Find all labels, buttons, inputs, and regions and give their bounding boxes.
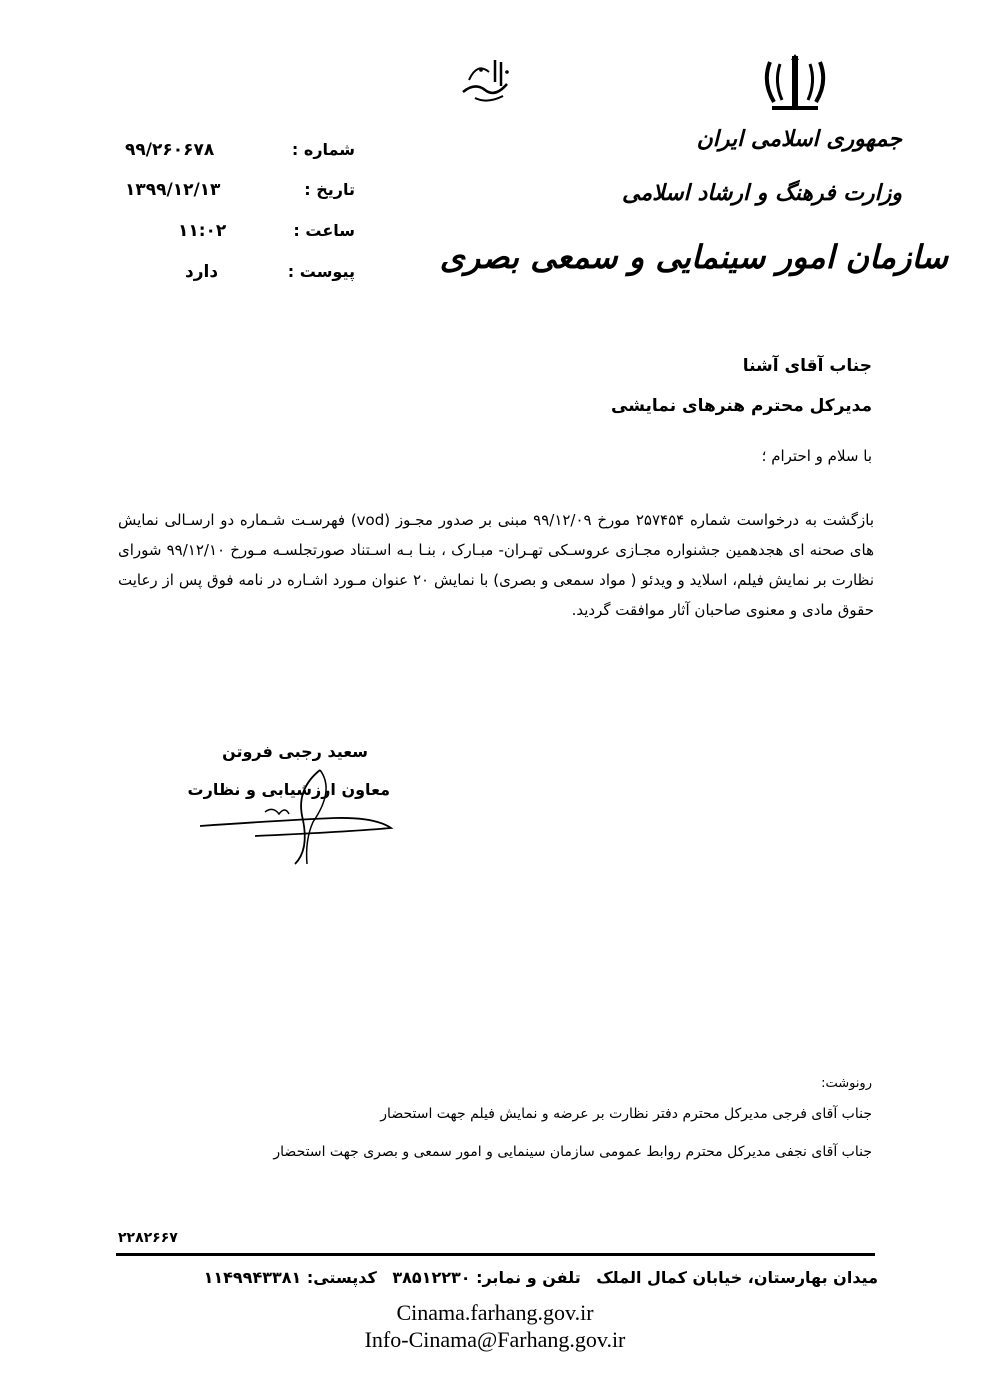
letter-body: بازگشت به درخواست شماره ۲۵۷۴۵۴ مورخ ۹۹/۱۲/۰۹ مبنی بر صدور مجـوز (vod) فهرسـت شـماره دو ارسـالی نمایش های صحنه ای هجدهمین جشنواره مجـازی عروسـکی تهـران- مبـارک ، بنـا بـه اسـتناد صورتجلسـه مـورخ ۹۹/۱۲/۱۰ شورای نظارت بر نمایش فیلم، اسلاید و ویدئو ( مواد سمعی و بصری) با نمایش ۲۰ عنوان مـورد اشـاره در نامه فوق پس از رعایت حقوق مادی و معنوی صاحبان آثار موافقت گردید. (118, 511, 875, 619)
footer-email[interactable]: Info-Cinama@Farhang.gov.ir (364, 1327, 626, 1352)
recipient-title: مدیرکل محترم هنرهای نمایشی (611, 396, 872, 416)
footer-divider (116, 1253, 875, 1256)
footer-phone-value: ۳۸۵۱۲۲۳۰ (392, 1268, 471, 1287)
org-line-country: جمهوری اسلامی ایران (696, 126, 902, 152)
org-line-ministry: وزارت فرهنگ و ارشاد اسلامی (621, 180, 902, 206)
footer-phone-label: تلفن و نمابر: (476, 1268, 581, 1287)
meta-number-value: ۹۹/۲۶۰۶۷۸ (125, 140, 215, 160)
meta-time-label: ساعت : (293, 221, 355, 240)
footer-postal-label: کدپستی: (306, 1268, 377, 1287)
footer-postal-value: ۱۱۴۹۹۴۳۳۸۱ (203, 1268, 302, 1287)
cc-label: رونوشت: (821, 1076, 872, 1091)
meta-attachment-value: دارد (185, 262, 219, 282)
invocation-calligraphy (455, 52, 517, 107)
handwritten-signature (195, 760, 395, 870)
footer-contact-line (118, 1268, 878, 1287)
footer-website[interactable]: Cinama.farhang.gov.ir (396, 1300, 594, 1325)
meta-time-value: ۱۱:۰۲ (178, 221, 227, 241)
org-line-organization: سازمان امور سینمایی و سمعی بصری (439, 238, 948, 276)
meta-date-value: ۱۳۹۹/۱۲/۱۳ (125, 180, 221, 200)
cc-item: جناب آقای فرجی مدیرکل محترم دفتر نظارت بر عرضه و نمایش فیلم جهت استحضار (380, 1106, 872, 1122)
meta-number-label: شماره : (291, 140, 355, 159)
meta-date-label: تاریخ : (304, 180, 355, 199)
signatory-name: سعید رجبی فروتن (222, 742, 368, 761)
cc-item: جناب آقای نجفی مدیرکل محترم روابط عمومی سازمان سینمایی و امور سمعی و بصری جهت استحضار (273, 1144, 872, 1160)
greeting: با سلام و احترام ؛ (761, 447, 872, 465)
signatory-title: معاون ارزشیابی و نظارت (187, 780, 390, 799)
meta-attachment-label: پیوست : (287, 262, 355, 281)
recipient-name: جناب آقای آشنا (742, 356, 872, 376)
footer-address: میدان بهارستان، خیابان کمال الملک (596, 1268, 878, 1287)
document-code: ۲۲۸۲۶۶۷ (118, 1230, 178, 1246)
iran-emblem-icon (760, 52, 830, 114)
